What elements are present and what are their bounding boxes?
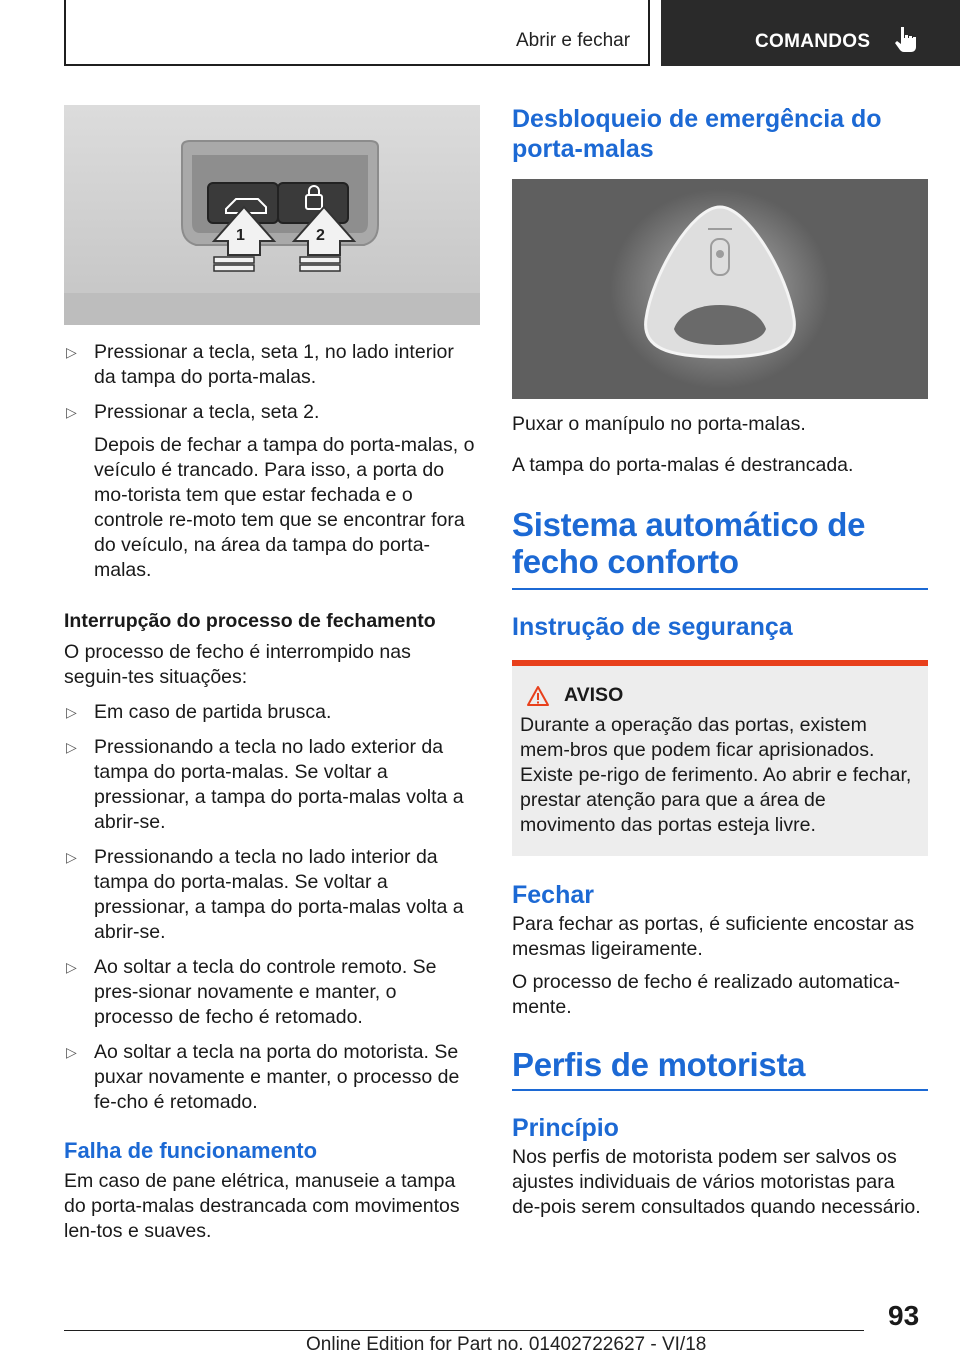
header-rule bbox=[64, 64, 650, 66]
warning-header bbox=[520, 684, 920, 707]
footer-rule bbox=[64, 1330, 864, 1331]
profiles-heading: Perfis de motorista bbox=[512, 1046, 806, 1083]
triangle-bullet-icon: ▷ bbox=[66, 344, 77, 360]
soft-close-heading: Sistema automático de fecho conforto bbox=[512, 506, 866, 580]
heading-rule bbox=[512, 588, 928, 590]
arrow-2-label: 2 bbox=[316, 227, 325, 244]
triangle-bullet-icon: ▷ bbox=[66, 739, 77, 755]
arrow-1-label: 1 bbox=[236, 227, 245, 244]
warning-box bbox=[512, 660, 928, 856]
section-title: Abrir e fechar bbox=[516, 30, 631, 51]
interrupt-heading: Interrupção do processo de fechamento bbox=[64, 610, 436, 632]
chapter-title: COMANDOS bbox=[755, 31, 871, 52]
triangle-bullet-icon: ▷ bbox=[66, 404, 77, 420]
heading-rule bbox=[512, 1089, 928, 1091]
warning-triangle-icon bbox=[526, 685, 550, 707]
warning-title: AVISO bbox=[564, 684, 624, 706]
list-item: ▷ Pressionar a tecla, seta 2. bbox=[66, 401, 320, 423]
left-column-text bbox=[64, 340, 480, 1244]
edition-footer: Online Edition for Part no. 01402722627 - VI/18 bbox=[306, 1334, 707, 1355]
malfunction-heading: Falha de funcionamento bbox=[64, 1138, 318, 1163]
page-number: 93 bbox=[888, 1300, 920, 1331]
emergency-handle-figure bbox=[512, 179, 928, 399]
close-text-1: Para fechar as portas, é suficiente encostar as mesmas ligeiramente. bbox=[512, 913, 915, 960]
warning-text: Durante a operação das portas, existem mem-bros que podem ficar aprisionados. Existe pe-rigo de ferimento. Ao abrir e fechar, prestar atenção para que a área de movimento das portas esteja livre. bbox=[520, 714, 912, 836]
close-heading: Fechar bbox=[512, 881, 594, 909]
list-item: ▷ Ao soltar a tecla na porta do motorista. Se puxar novamente e manter, o processo de fe-cho é retomado. bbox=[66, 1041, 460, 1113]
step-detail: Depois de fechar a tampa do porta-malas, o veículo é trancado. Para isso, a porta do mo-torista tem que estar fechada e o controle re-moto tem que se encontrar fora do veículo, na área da tampa do porta-malas. bbox=[94, 434, 475, 581]
header-right-border bbox=[648, 0, 650, 66]
emergency-heading: Desbloqueio de emergência do porta-malas bbox=[512, 105, 882, 163]
triangle-bullet-icon: ▷ bbox=[66, 849, 77, 865]
emergency-step: Puxar o manípulo no porta-malas. bbox=[512, 413, 806, 435]
list-item: ▷ Em caso de partida brusca. bbox=[66, 701, 332, 723]
trunk-buttons-figure bbox=[64, 105, 480, 325]
safety-heading: Instrução de segurança bbox=[512, 613, 793, 641]
emergency-result: A tampa do porta-malas é destrancada. bbox=[512, 454, 854, 476]
principle-text: Nos perfis de motorista podem ser salvos os ajustes individuais de vários motoristas para de-pois serem consultados quando necessário. bbox=[512, 1146, 921, 1218]
triangle-bullet-icon: ▷ bbox=[66, 959, 77, 975]
triangle-bullet-icon: ▷ bbox=[66, 1044, 77, 1060]
header-left-border bbox=[64, 0, 66, 66]
principle-heading: Princípio bbox=[512, 1114, 619, 1142]
interrupt-intro: O processo de fecho é interrompido nas seguin-tes situações: bbox=[64, 641, 411, 688]
list-item: ▷ Ao soltar a tecla do controle remoto. Se pres-sionar novamente e manter, o processo de fecho é retomado. bbox=[66, 956, 437, 1028]
close-text-2: O processo de fecho é realizado automatica-mente. bbox=[512, 971, 901, 1018]
hand-pointer-icon bbox=[895, 26, 917, 52]
list-item: ▷ Pressionando a tecla no lado exterior da tampa do porta-malas. Se voltar a pressionar, a tampa do porta-malas volta a abrir-se. bbox=[66, 736, 464, 833]
right-column-body bbox=[512, 412, 928, 1220]
right-column-text bbox=[512, 104, 928, 164]
malfunction-text: Em caso de pane elétrica, manuseie a tampa do porta-malas destrancada com movimentos len-tos e suaves. bbox=[64, 1170, 460, 1242]
list-item: ▷ Pressionar a tecla, seta 1, no lado interior da tampa do porta-malas. bbox=[66, 341, 454, 388]
list-item: ▷ Pressionando a tecla no lado interior da tampa do porta-malas. Se voltar a pressionar, a tampa do porta-malas volta a abrir-se. bbox=[66, 846, 464, 943]
triangle-bullet-icon: ▷ bbox=[66, 704, 77, 720]
